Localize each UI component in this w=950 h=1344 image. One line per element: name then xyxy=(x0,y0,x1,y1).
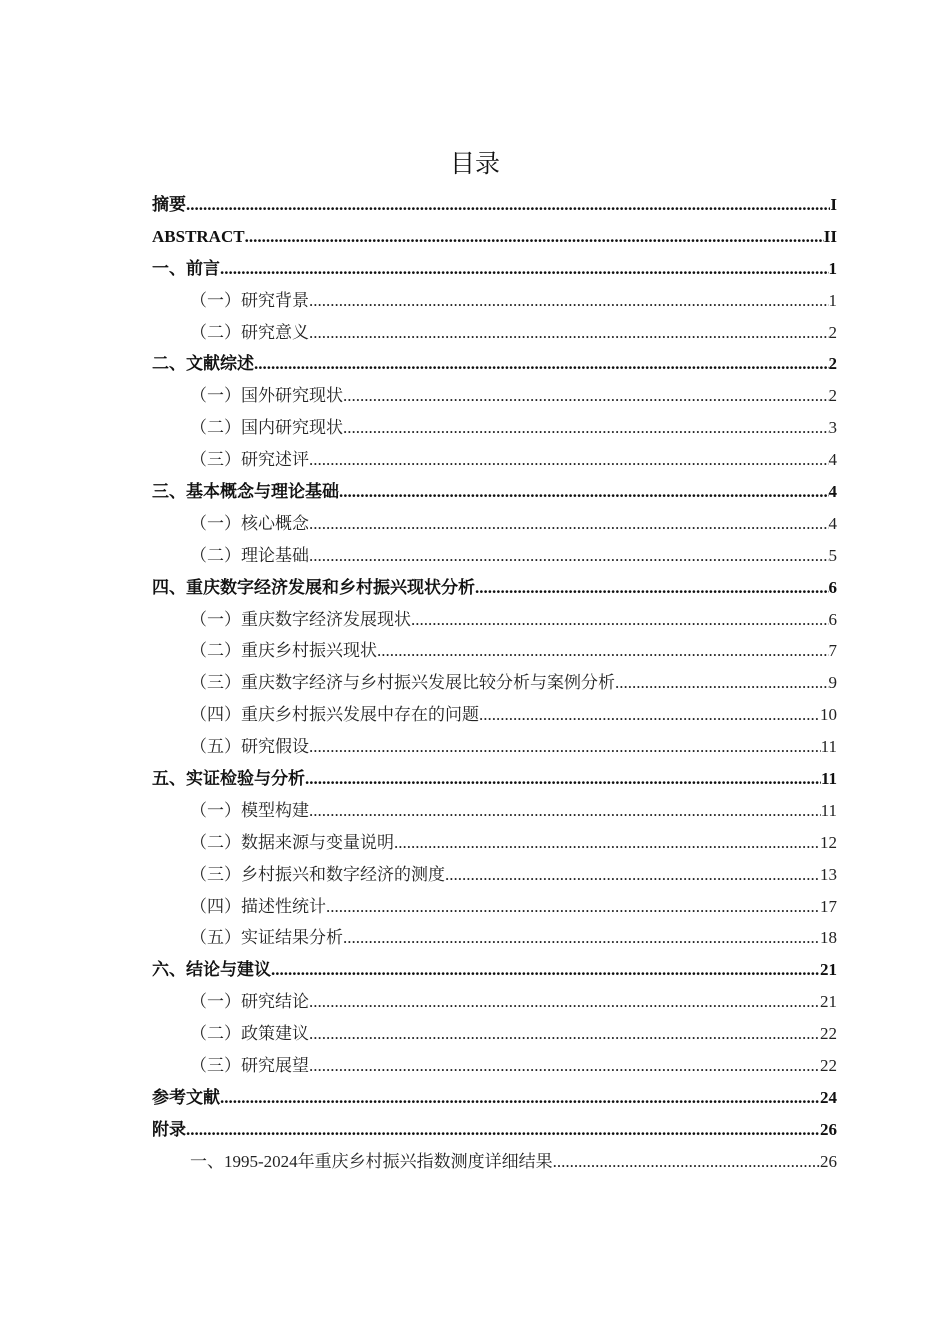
dot-leader xyxy=(271,954,820,986)
toc-page-number: 5 xyxy=(828,545,837,565)
toc-entry-label: （五）实证结果分析 xyxy=(190,928,343,948)
toc-section-entry[interactable] xyxy=(152,1146,837,1178)
toc-entry-label: 四、重庆数字经济发展和乡村振兴现状分析 xyxy=(152,577,475,597)
toc-entry-label: （二）国内研究现状 xyxy=(190,418,343,438)
toc-entry-label: 附录 xyxy=(152,1119,186,1139)
table-of-contents xyxy=(152,189,837,1178)
dot-leader xyxy=(553,1146,820,1178)
toc-page-number: 6 xyxy=(828,609,837,629)
toc-page-number: 11 xyxy=(820,737,837,757)
toc-page-number: 21 xyxy=(820,960,837,980)
dot-leader xyxy=(245,221,824,253)
toc-section-entry[interactable] xyxy=(152,986,837,1018)
toc-entry-label: （二）数据来源与变量说明 xyxy=(190,832,394,852)
dot-leader xyxy=(475,572,829,604)
toc-entry-label: 参考文献 xyxy=(152,1087,220,1107)
toc-page-number: 18 xyxy=(820,928,837,948)
toc-page-number: 9 xyxy=(828,673,837,693)
toc-section-entry[interactable] xyxy=(152,922,837,954)
dot-leader xyxy=(394,827,820,859)
dot-leader xyxy=(343,922,820,954)
dot-leader xyxy=(305,763,821,795)
toc-chapter-entry[interactable] xyxy=(152,954,837,986)
dot-leader xyxy=(309,1018,820,1050)
dot-leader xyxy=(309,731,821,763)
toc-entry-label: （一）研究背景 xyxy=(190,290,309,310)
toc-entry-label: （三）乡村振兴和数字经济的测度 xyxy=(190,864,445,884)
dot-leader xyxy=(309,540,829,572)
dot-leader xyxy=(186,1114,820,1146)
toc-page-number: 7 xyxy=(828,641,837,661)
toc-section-entry[interactable] xyxy=(152,604,837,636)
dot-leader xyxy=(220,1082,820,1114)
toc-section-entry[interactable] xyxy=(152,859,837,891)
toc-section-entry[interactable] xyxy=(152,508,837,540)
toc-page-number: 26 xyxy=(820,1119,837,1139)
toc-section-entry[interactable] xyxy=(152,317,837,349)
toc-entry-label: 二、文献综述 xyxy=(152,354,254,374)
dot-leader xyxy=(309,285,829,317)
toc-section-entry[interactable] xyxy=(152,1018,837,1050)
toc-entry-label: （三）研究述评 xyxy=(190,450,309,470)
toc-page-number: 17 xyxy=(820,896,837,916)
toc-page-number: 3 xyxy=(828,418,837,438)
toc-page-number: 12 xyxy=(820,832,837,852)
toc-page-number: 4 xyxy=(828,450,837,470)
dot-leader xyxy=(186,189,830,221)
toc-entry-label: 六、结论与建议 xyxy=(152,960,271,980)
dot-leader xyxy=(309,317,829,349)
toc-entry-label: 五、实证检验与分析 xyxy=(152,769,305,789)
dot-leader xyxy=(343,412,829,444)
toc-chapter-entry[interactable] xyxy=(152,253,837,285)
toc-section-entry[interactable] xyxy=(152,635,837,667)
toc-section-entry[interactable] xyxy=(152,444,837,476)
dot-leader xyxy=(411,604,829,636)
toc-entry-label: （三）研究展望 xyxy=(190,1056,309,1076)
toc-section-entry[interactable] xyxy=(152,667,837,699)
toc-page-number: 11 xyxy=(820,769,837,789)
toc-page-number: 2 xyxy=(828,386,837,406)
toc-chapter-entry[interactable] xyxy=(152,189,837,221)
toc-chapter-entry[interactable] xyxy=(152,476,837,508)
toc-page-number: 1 xyxy=(828,290,837,310)
toc-entry-label: （二）研究意义 xyxy=(190,322,309,342)
toc-entry-label: 三、基本概念与理论基础 xyxy=(152,482,339,502)
dot-leader xyxy=(479,699,820,731)
toc-chapter-entry[interactable] xyxy=(152,572,837,604)
dot-leader xyxy=(220,253,829,285)
toc-entry-label: （四）重庆乡村振兴发展中存在的问题 xyxy=(190,705,479,725)
toc-entry-label: 一、1995-2024年重庆乡村振兴指数测度详细结果 xyxy=(190,1151,553,1171)
toc-entry-label: （一）核心概念 xyxy=(190,513,309,533)
toc-section-entry[interactable] xyxy=(152,540,837,572)
dot-leader xyxy=(309,1050,820,1082)
toc-entry-label: （一）重庆数字经济发展现状 xyxy=(190,609,411,629)
toc-page-number: 11 xyxy=(820,800,837,820)
toc-section-entry[interactable] xyxy=(152,891,837,923)
dot-leader xyxy=(377,635,829,667)
toc-section-entry[interactable] xyxy=(152,795,837,827)
toc-entry-label: ABSTRACT xyxy=(152,226,245,246)
toc-entry-label: （一）模型构建 xyxy=(190,800,309,820)
toc-entry-label: （一）国外研究现状 xyxy=(190,386,343,406)
toc-entry-label: （二）政策建议 xyxy=(190,1024,309,1044)
toc-page-number: 1 xyxy=(828,258,837,278)
toc-section-entry[interactable] xyxy=(152,1050,837,1082)
toc-entry-label: 摘要 xyxy=(152,195,186,214)
toc-page-number: 4 xyxy=(828,482,837,502)
toc-chapter-entry[interactable] xyxy=(152,221,837,253)
page-title: 目录 xyxy=(449,149,500,178)
toc-page-number: 22 xyxy=(820,1056,837,1076)
toc-entry-label: （三）重庆数字经济与乡村振兴发展比较分析与案例分析 xyxy=(190,673,615,693)
dot-leader xyxy=(615,667,829,699)
toc-entry-label: （四）描述性统计 xyxy=(190,896,326,916)
toc-page-number: II xyxy=(823,226,837,246)
toc-entry-label: （一）研究结论 xyxy=(190,992,309,1012)
toc-page-number: 24 xyxy=(820,1087,837,1107)
toc-section-entry[interactable] xyxy=(152,285,837,317)
toc-entry-label: （二）理论基础 xyxy=(190,545,309,565)
dot-leader xyxy=(309,795,821,827)
toc-chapter-entry[interactable] xyxy=(152,348,837,380)
toc-chapter-entry[interactable] xyxy=(152,1082,837,1114)
toc-page-number: 26 xyxy=(820,1151,837,1171)
toc-page-number: 6 xyxy=(828,577,837,597)
toc-section-entry[interactable] xyxy=(152,380,837,412)
toc-section-entry[interactable] xyxy=(152,731,837,763)
toc-section-entry[interactable] xyxy=(152,827,837,859)
dot-leader xyxy=(339,476,829,508)
toc-page-number: 2 xyxy=(828,322,837,342)
toc-page-number: 13 xyxy=(820,864,837,884)
toc-section-entry[interactable] xyxy=(152,699,837,731)
dot-leader xyxy=(309,986,820,1018)
toc-page-number: 2 xyxy=(828,354,837,374)
toc-section-entry[interactable] xyxy=(152,412,837,444)
toc-entry-label: （五）研究假设 xyxy=(190,737,309,757)
dot-leader xyxy=(309,444,829,476)
toc-entry-label: 一、前言 xyxy=(152,258,220,278)
dot-leader xyxy=(326,891,820,923)
toc-page-number: 10 xyxy=(820,705,837,725)
dot-leader xyxy=(445,859,820,891)
dot-leader xyxy=(309,508,829,540)
dot-leader xyxy=(343,380,829,412)
dot-leader xyxy=(254,348,829,380)
toc-chapter-entry[interactable] xyxy=(152,763,837,795)
toc-entry-label: （二）重庆乡村振兴现状 xyxy=(190,641,377,661)
toc-page-number: 4 xyxy=(828,513,837,533)
toc-chapter-entry[interactable] xyxy=(152,1114,837,1146)
toc-page-number: I xyxy=(830,195,837,214)
toc-page-number: 22 xyxy=(820,1024,837,1044)
toc-page-number: 21 xyxy=(820,992,837,1012)
